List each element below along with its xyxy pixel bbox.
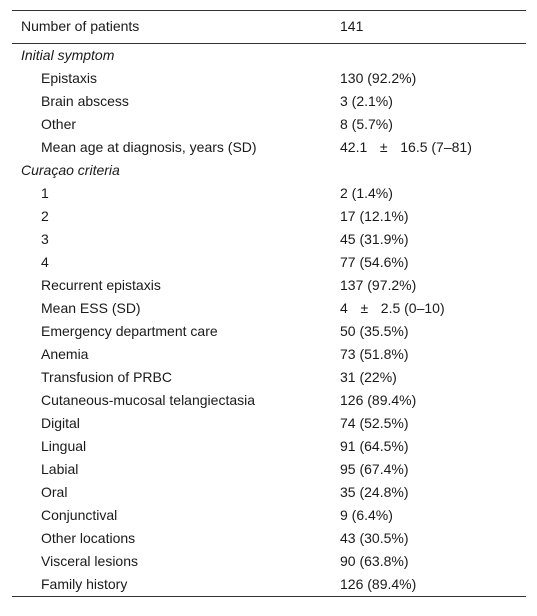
row-value: 95 (67.4%) (340, 461, 409, 477)
table-row (12, 205, 526, 228)
row-label: Labial (41, 461, 79, 477)
row-label: Digital (41, 415, 80, 431)
table-row (12, 343, 526, 366)
row-label: 3 (41, 231, 49, 247)
table-row (12, 297, 526, 320)
row-label: Visceral lesions (41, 553, 139, 569)
table-row (12, 67, 526, 90)
header-label: Number of patients (12, 11, 325, 44)
row-label: Oral (41, 484, 68, 500)
row-value: 8 (5.7%) (340, 116, 393, 132)
row-label: Conjunctival (41, 507, 118, 523)
row-value: 3 (2.1%) (340, 93, 393, 109)
table-row (12, 481, 526, 504)
row-label: Epistaxis (41, 70, 98, 86)
row-label: 4 (41, 254, 49, 270)
sd-range-value: 16.5 (7–81) (400, 139, 472, 155)
data-table-container (12, 10, 526, 597)
section-row (12, 44, 526, 68)
table-row (12, 550, 526, 573)
table-row (12, 527, 526, 550)
table-row (12, 573, 526, 597)
row-label: Family history (12, 573, 325, 597)
row-value: 126 (89.4%) (340, 392, 417, 408)
row-label: Transfusion of PRBC (41, 369, 172, 385)
row-label: Lingual (41, 438, 87, 454)
row-value: 50 (35.5%) (340, 323, 409, 339)
row-value (325, 136, 526, 159)
row-value: 74 (52.5%) (340, 415, 409, 431)
row-value: 126 (89.4%) (325, 573, 526, 597)
plus-minus-sign: ± (379, 139, 388, 155)
table-row (12, 274, 526, 297)
row-label: Cutaneous-mucosal telangiectasia (41, 392, 256, 408)
plus-minus-sign: ± (360, 300, 369, 316)
sd-range-value: 2.5 (0–10) (380, 300, 445, 316)
row-value: 137 (97.2%) (340, 277, 417, 293)
table-row (12, 113, 526, 136)
patient-characteristics-table (12, 10, 526, 597)
row-value: 35 (24.8%) (340, 484, 409, 500)
row-value: 77 (54.6%) (340, 254, 409, 270)
row-value: 45 (31.9%) (340, 231, 409, 247)
table-row (12, 251, 526, 274)
row-label: 1 (41, 185, 49, 201)
row-value: 90 (63.8%) (340, 553, 409, 569)
row-value: 130 (92.2%) (340, 70, 417, 86)
section-title: Initial symptom (21, 47, 115, 63)
table-row (12, 136, 526, 159)
table-row (12, 182, 526, 205)
table-row (12, 320, 526, 343)
table-row (12, 389, 526, 412)
row-value: 17 (12.1%) (340, 208, 409, 224)
row-value: 73 (51.8%) (340, 346, 409, 362)
row-label: Brain abscess (41, 93, 129, 109)
table-row (12, 435, 526, 458)
header-value: 141 (325, 11, 526, 44)
row-label: Mean age at diagnosis, years (SD) (41, 139, 257, 155)
row-value: 91 (64.5%) (340, 438, 409, 454)
row-value: 9 (6.4%) (340, 507, 393, 523)
table-row (12, 504, 526, 527)
row-label: Recurrent epistaxis (41, 277, 161, 293)
section-title: Curaçao criteria (21, 162, 120, 178)
table-row (12, 90, 526, 113)
row-label: Emergency department care (41, 323, 218, 339)
row-value: 43 (30.5%) (340, 530, 409, 546)
table-row (12, 458, 526, 481)
table-header-row (12, 11, 526, 44)
row-label: 2 (41, 208, 49, 224)
row-label: Anemia (41, 346, 89, 362)
row-value: 31 (22%) (340, 369, 397, 385)
table-row (12, 366, 526, 389)
row-value (325, 297, 526, 320)
row-label: Other locations (41, 530, 136, 546)
row-label: Other (41, 116, 77, 132)
table-row (12, 228, 526, 251)
mean-value: 4 (340, 300, 348, 316)
mean-value: 42.1 (340, 139, 368, 155)
table-row (12, 412, 526, 435)
row-value: 2 (1.4%) (340, 185, 393, 201)
row-label: Mean ESS (SD) (41, 300, 141, 316)
section-row (12, 159, 526, 182)
